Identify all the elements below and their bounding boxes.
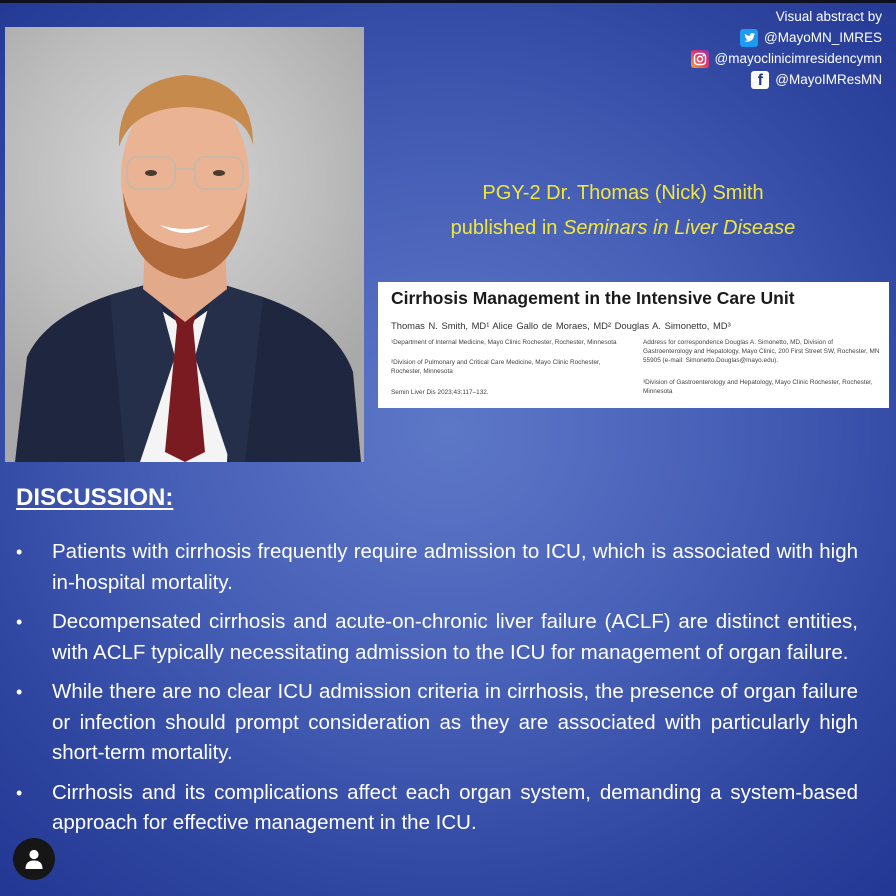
list-item	[16, 607, 858, 668]
facebook-icon: f	[751, 71, 769, 89]
instagram-handle: @mayoclinicimresidencymn	[714, 51, 882, 66]
facebook-handle: @MayoIMResMN	[775, 72, 882, 87]
list-item	[16, 537, 858, 598]
twitter-handle-row[interactable]	[691, 27, 883, 48]
user-profile-icon	[24, 848, 44, 870]
headline-author-line: PGY-2 Dr. Thomas (Nick) Smith	[482, 182, 764, 204]
paper-affiliation-1: ¹Department of Internal Medicine, Mayo Clinic Rochester, Rochester, Minnesota	[391, 339, 617, 346]
twitter-handle: @MayoMN_IMRES	[764, 30, 882, 45]
bullet-text: Cirrhosis and its complications affect each organ system, demanding a system-based approach for effective management in the ICU.	[52, 780, 858, 834]
social-credits	[691, 6, 883, 90]
instagram-handle-row[interactable]	[691, 48, 883, 69]
user-profile-button[interactable]	[13, 838, 55, 880]
bullet-icon: •	[16, 542, 23, 562]
paper-authors: Thomas N. Smith, MD¹ Alice Gallo de Moraes, MD² Douglas A. Simonetto, MD³	[391, 320, 731, 331]
twitter-icon	[740, 29, 758, 47]
visual-abstract-label: Visual abstract by	[775, 9, 882, 24]
discussion-heading: DISCUSSION:	[16, 484, 174, 511]
paper-citation: Semin Liver Dis 2023;43:117–132.	[391, 389, 489, 396]
headline-published-in: published in	[450, 217, 563, 239]
facebook-handle-row[interactable]	[691, 69, 883, 90]
paper-title: Cirrhosis Management in the Intensive Care Unit	[391, 288, 795, 308]
bullet-icon: •	[16, 612, 23, 632]
visual-abstract-credit	[691, 6, 883, 27]
paper-title-card	[378, 282, 889, 408]
list-item	[16, 778, 858, 839]
bullet-text: Decompensated cirrhosis and acute-on-chronic liver failure (ACLF) are distinct entities, with ACLF typically necessitating admission to the ICU for management of organ failure.	[52, 610, 858, 664]
list-item	[16, 677, 858, 769]
bullet-text: Patients with cirrhosis frequently require admission to ICU, which is associated with high in-hospital mortality.	[52, 540, 858, 594]
paper-affiliation-3: ³Division of Gastroenterology and Hepatology, Mayo Clinic Rochester, Rochester, Minnesota	[643, 379, 873, 395]
headline-journal-line	[380, 211, 866, 246]
publication-headline	[380, 176, 866, 246]
portrait-illustration	[5, 27, 364, 462]
top-bar	[0, 0, 896, 3]
journal-name: Seminars in Liver Disease	[562, 217, 796, 239]
bullet-text: While there are no clear ICU admission criteria in cirrhosis, the presence of organ failure or infection should prompt consideration as they are associated with particularly high short-term mortality.	[52, 680, 858, 764]
bullet-icon: •	[16, 782, 23, 803]
paper-affiliation-2: ²Division of Pulmonary and Critical Care Medicine, Mayo Clinic Rochester, Rochester, Minnesota	[391, 359, 601, 375]
instagram-icon	[691, 50, 709, 68]
bullet-icon: •	[16, 682, 23, 702]
discussion-bullet-list	[16, 537, 858, 848]
portrait-photo	[5, 27, 364, 462]
paper-correspondence: Address for correspondence Douglas A. Simonetto, MD, Division of Gastroenterology and Hepatology, Mayo Clinic, 200 First Street SW, Rochester, MN 55905 (e-mail: Simonetto.Douglas@mayo.edu).	[643, 339, 880, 364]
